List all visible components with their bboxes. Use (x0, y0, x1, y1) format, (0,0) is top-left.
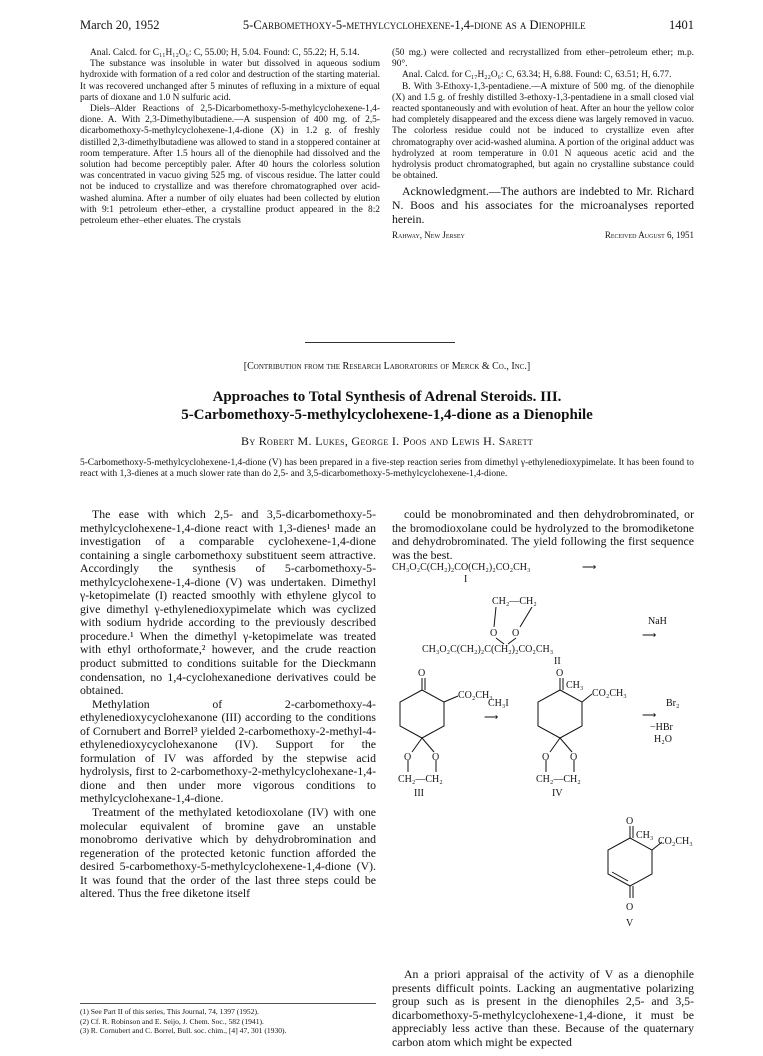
ring-IV-carbonyl-o: O (556, 668, 564, 679)
prev-paragraph-solubility: The substance was insoluble in water but dissolved in aqueous sodium hydroxide with formation of a red color and destruction of the starting material. It was recovered unchanged after 5 minutes of refluxing in a mixture of equal parts of dioxane and 1.0 N sulfuric acid. (80, 59, 380, 103)
prev-paragraph-ethoxy: B. With 3-Ethoxy-1,3-pentadiene.—A mixture of 500 mg. of the dienophile (X) and 1.5 g. of freshly distilled 3-ethoxy-1,3-pentadiene in a small closed vial reacted spontaneously and with evolution of heat. After an hour the yellow color had completely disappeared and the excess diene was largely removed in vacuo. The colorless residue could not be induced to crystallize even after chromatography over acid-washed alumina. A portion of the original adduct was hydrolyzed at room temperature in 0.01 N aqueous acetic acid and the hydrolysis product chromatographed, but again no crystalline substance could be obtained. (392, 81, 694, 182)
prev-paragraph-diels-alder: Diels–Alder Reactions of 2,5-Dicarbomethoxy-5-methylcyclohexene-1,4-dione. A. With 2,3-Dimethylbutadiene.—A suspension of 400 mg. of 2,5-dicarbomethoxy-5-methylcyclohexene-1,4-dione (X) in 1.2 g. of freshly distilled 2,3-dimethylbutadiene was allowed to stand in a stoppered container at room temperature. After 1.5 hours all of the dienophile had dissolved and the solution had become perceptibly paler. After 40 hours the colorless solution was concentrated in vacuo giving 525 mg. of viscous residue. The latter could not be induced to crystallize and was therefore chromatographed over acid-washed alumina. After a number of oily eluates had been collected by elution with 9:1 petroleum ether–ether, a crystalline product appeared in the 8:2 petroleum ether–ether eluates. The crystals (80, 104, 380, 227)
compound-I-formula: CH₃O₂C(CH₂)₂CO(CH₂)₂CO₂CH₃ (392, 562, 531, 573)
compound-II-formula: CH₃O₂C(CH₂)₂C(CH₂)₂CO₂CH₃ (422, 644, 554, 655)
ring-V-ch3: CH₃ (636, 830, 654, 841)
ring-V-co2ch3: CO₂CH₃ (658, 836, 693, 847)
body-paragraph-1: The ease with which 2,5- and 3,5-dicarbomethoxy-5-methylcyclohexene-1,4-dione react with 1,3-dienes¹ made an investigation of a comparable cyclohexene-1,4-dione containing a single carbomethoxy substituent seem attractive. Accordingly the synthesis of 5-carbomethoxy-5-methylcyclohexene-1,4-dione (V) was undertaken. Dimethyl γ-ketopimelate (I) reacted smoothly with ethylene glycol to give dimethyl γ-ethylenedioxypimelate which was cyclized with sodium hydride according to the previously described procedure.¹ When the dimethyl γ-ketopimelate was treated with ethyl orthoformate,² however, and the crude reaction product submitted to conditions suitable for the Dieckmann condensation, no 1,4-cyclohexanedione derivatives could be obtained. (80, 507, 376, 698)
reagent-br2: Br₂ (666, 698, 680, 709)
label-I: I (464, 574, 468, 585)
prev-article-left-column (80, 48, 380, 227)
body-right-column-bottom (392, 968, 694, 1049)
signature-line (392, 230, 694, 241)
arrow-3: ⟶ (484, 712, 499, 723)
reagent-nah: NaH (648, 616, 667, 627)
article-title-line2: 5-Carbomethoxy-5-methylcyclohexene-1,4-dione as a Dienophile (181, 407, 593, 423)
reagent-h2o: H₂O (654, 734, 672, 745)
article-title (80, 388, 694, 424)
prev-article-right-column (392, 48, 694, 241)
ring-IV-co2ch3: CO₂CH₃ (592, 688, 627, 699)
arrow-4: ⟶ (642, 710, 657, 721)
reagent-hbr: −HBr (650, 722, 673, 733)
footnote-3: (3) R. Cornubert and C. Borrel, Bull. soc. chim., [4] 47, 301 (1930). (80, 1026, 287, 1035)
prev-paragraph-crystals: (50 mg.) were collected and recrystallized from ether–petroleum ether; m.p. 90°. (392, 48, 694, 70)
contribution-line: [Contribution from the Research Laboratories of Merck & Co., Inc.] (243, 361, 531, 372)
reagent-ch3i: CH₃I (488, 698, 509, 709)
running-head (80, 18, 694, 33)
ring-III-o-right: O (432, 752, 440, 763)
ring-IV-ch3: CH₃ (566, 680, 584, 691)
footnote-1: (1) See Part II of this series, This Journal, 74, 1397 (1952). (80, 1007, 259, 1016)
article-divider (305, 342, 455, 343)
ring-V-carbonyl-o-bottom: O (626, 902, 634, 913)
body-paragraph-3: Treatment of the methylated ketodioxolane (IV) with one molecular equivalent of bromine gave an unstable monobromo derivative which by dehydrobromination and regeneration of the protected ketonic function afforded the desired 5-carbomethoxy-5-methylcyclohexene-1,4-dione (V). It was found that the order of the last three steps could be altered. Thus the free diketone itself (80, 805, 376, 901)
header-page-number: 1401 (669, 18, 694, 32)
article-title-line1: Approaches to Total Synthesis of Adrenal Steroids. III. (212, 389, 562, 405)
received-date: Received August 6, 1951 (604, 230, 694, 241)
label-III: III (414, 788, 424, 799)
footnotes (80, 1003, 376, 1036)
ring-III-o-left: O (404, 752, 412, 763)
label-IV: IV (552, 788, 563, 799)
prev-analysis-2: Anal. Calcd. for C₁₇H₂₂O₆: C, 63.34; H, 6.88. Found: C, 63.51; H, 6.77. (402, 70, 672, 81)
header-running-title: 5-Carbomethoxy-5-methylcyclohexene-1,4-dione as a Dienophile (242, 18, 586, 32)
label-II: II (554, 656, 561, 667)
footnote-2: (2) Cf. R. Robinson and E. Seijo, J. Chem. Soc., 582 (1941). (80, 1016, 264, 1026)
ring-III-carbonyl-o: O (418, 668, 426, 679)
reaction-scheme (392, 560, 694, 960)
ring-III-ethylene: CH₂—CH₂ (398, 774, 443, 785)
article-abstract: 5-Carbomethoxy-5-methylcyclohexene-1,4-dione (V) has been prepared in a five-step reaction series from dimethyl γ-ethylenedioxypimelate. It has been found to react with 1,3-dienes at a much slower rate than do 2,5- and 3,5-dicarbomethoxy-5-methylcyclohexene-1,4-dione. (80, 458, 694, 480)
body-paragraph-2: Methylation of 2-carbomethoxy-4-ethylenedioxycyclohexanone (III) according to the conditions of Cornubert and Borrel³ yielded 2-carbomethoxy-2-methyl-4-ethylenedioxycyclohexanone (IV). Support for the formulation of IV was afforded by the stepwise acid hydrolysis, first to 2-carbomethoxy-2-methylcyclohexane-1,4-dione and then under more vigorous conditions to methylcyclohexane-1,4-dione. (80, 696, 376, 806)
ethylene-bridge: CH₂—CH₂ (492, 596, 537, 607)
body-right-column-top (392, 508, 694, 562)
ring-IV-o-left: O (542, 752, 550, 763)
dioxolane-o-right: O (512, 628, 520, 639)
location: Rahway, New Jersey (392, 230, 465, 241)
header-date: March 20, 1952 (80, 18, 160, 32)
ring-V-carbonyl-o-top: O (626, 816, 634, 827)
dioxolane-o-left: O (490, 628, 498, 639)
prev-analysis: Anal. Calcd. for C₁₁H₁₂O₆: C, 55.00; H, 5.04. Found: C, 55.22; H, 5.14. (90, 48, 360, 58)
label-V: V (626, 918, 634, 929)
body-paragraph-right-1: could be monobrominated and then dehydrobrominated, or the bromodioxolane could be hydrolyzed to the bromodiketone and dehydrobrominated. The yield following the first sequence was the best. (392, 507, 694, 562)
body-left-column (80, 508, 376, 901)
article-authors: By Robert M. Lukes, George I. Poos and Lewis H. Sarett (241, 434, 533, 448)
arrow-2: ⟶ (642, 630, 657, 641)
ring-IV-ethylene: CH₂—CH₂ (536, 774, 581, 785)
ring-IV-o-right: O (570, 752, 578, 763)
ring-III-co2ch3: CO₂CH₃ (458, 690, 493, 701)
acknowledgment: Acknowledgment.—The authors are indebted to Mr. Richard N. Boos and his associates for the microanalyses reported herein. (392, 184, 694, 226)
arrow-1: ⟶ (582, 562, 597, 573)
body-paragraph-right-2: An a priori appraisal of the activity of V as a dienophile presents difficult points. Lacking an augmentative polarizing group such as is present in the dienophiles 2,5- and 3,5-dicarbomethoxy-5-methylcyclohexene-1,4-dione, it must be appreciably less active than these. Because of the quaternary carbon atom which might be expected (392, 967, 694, 1049)
